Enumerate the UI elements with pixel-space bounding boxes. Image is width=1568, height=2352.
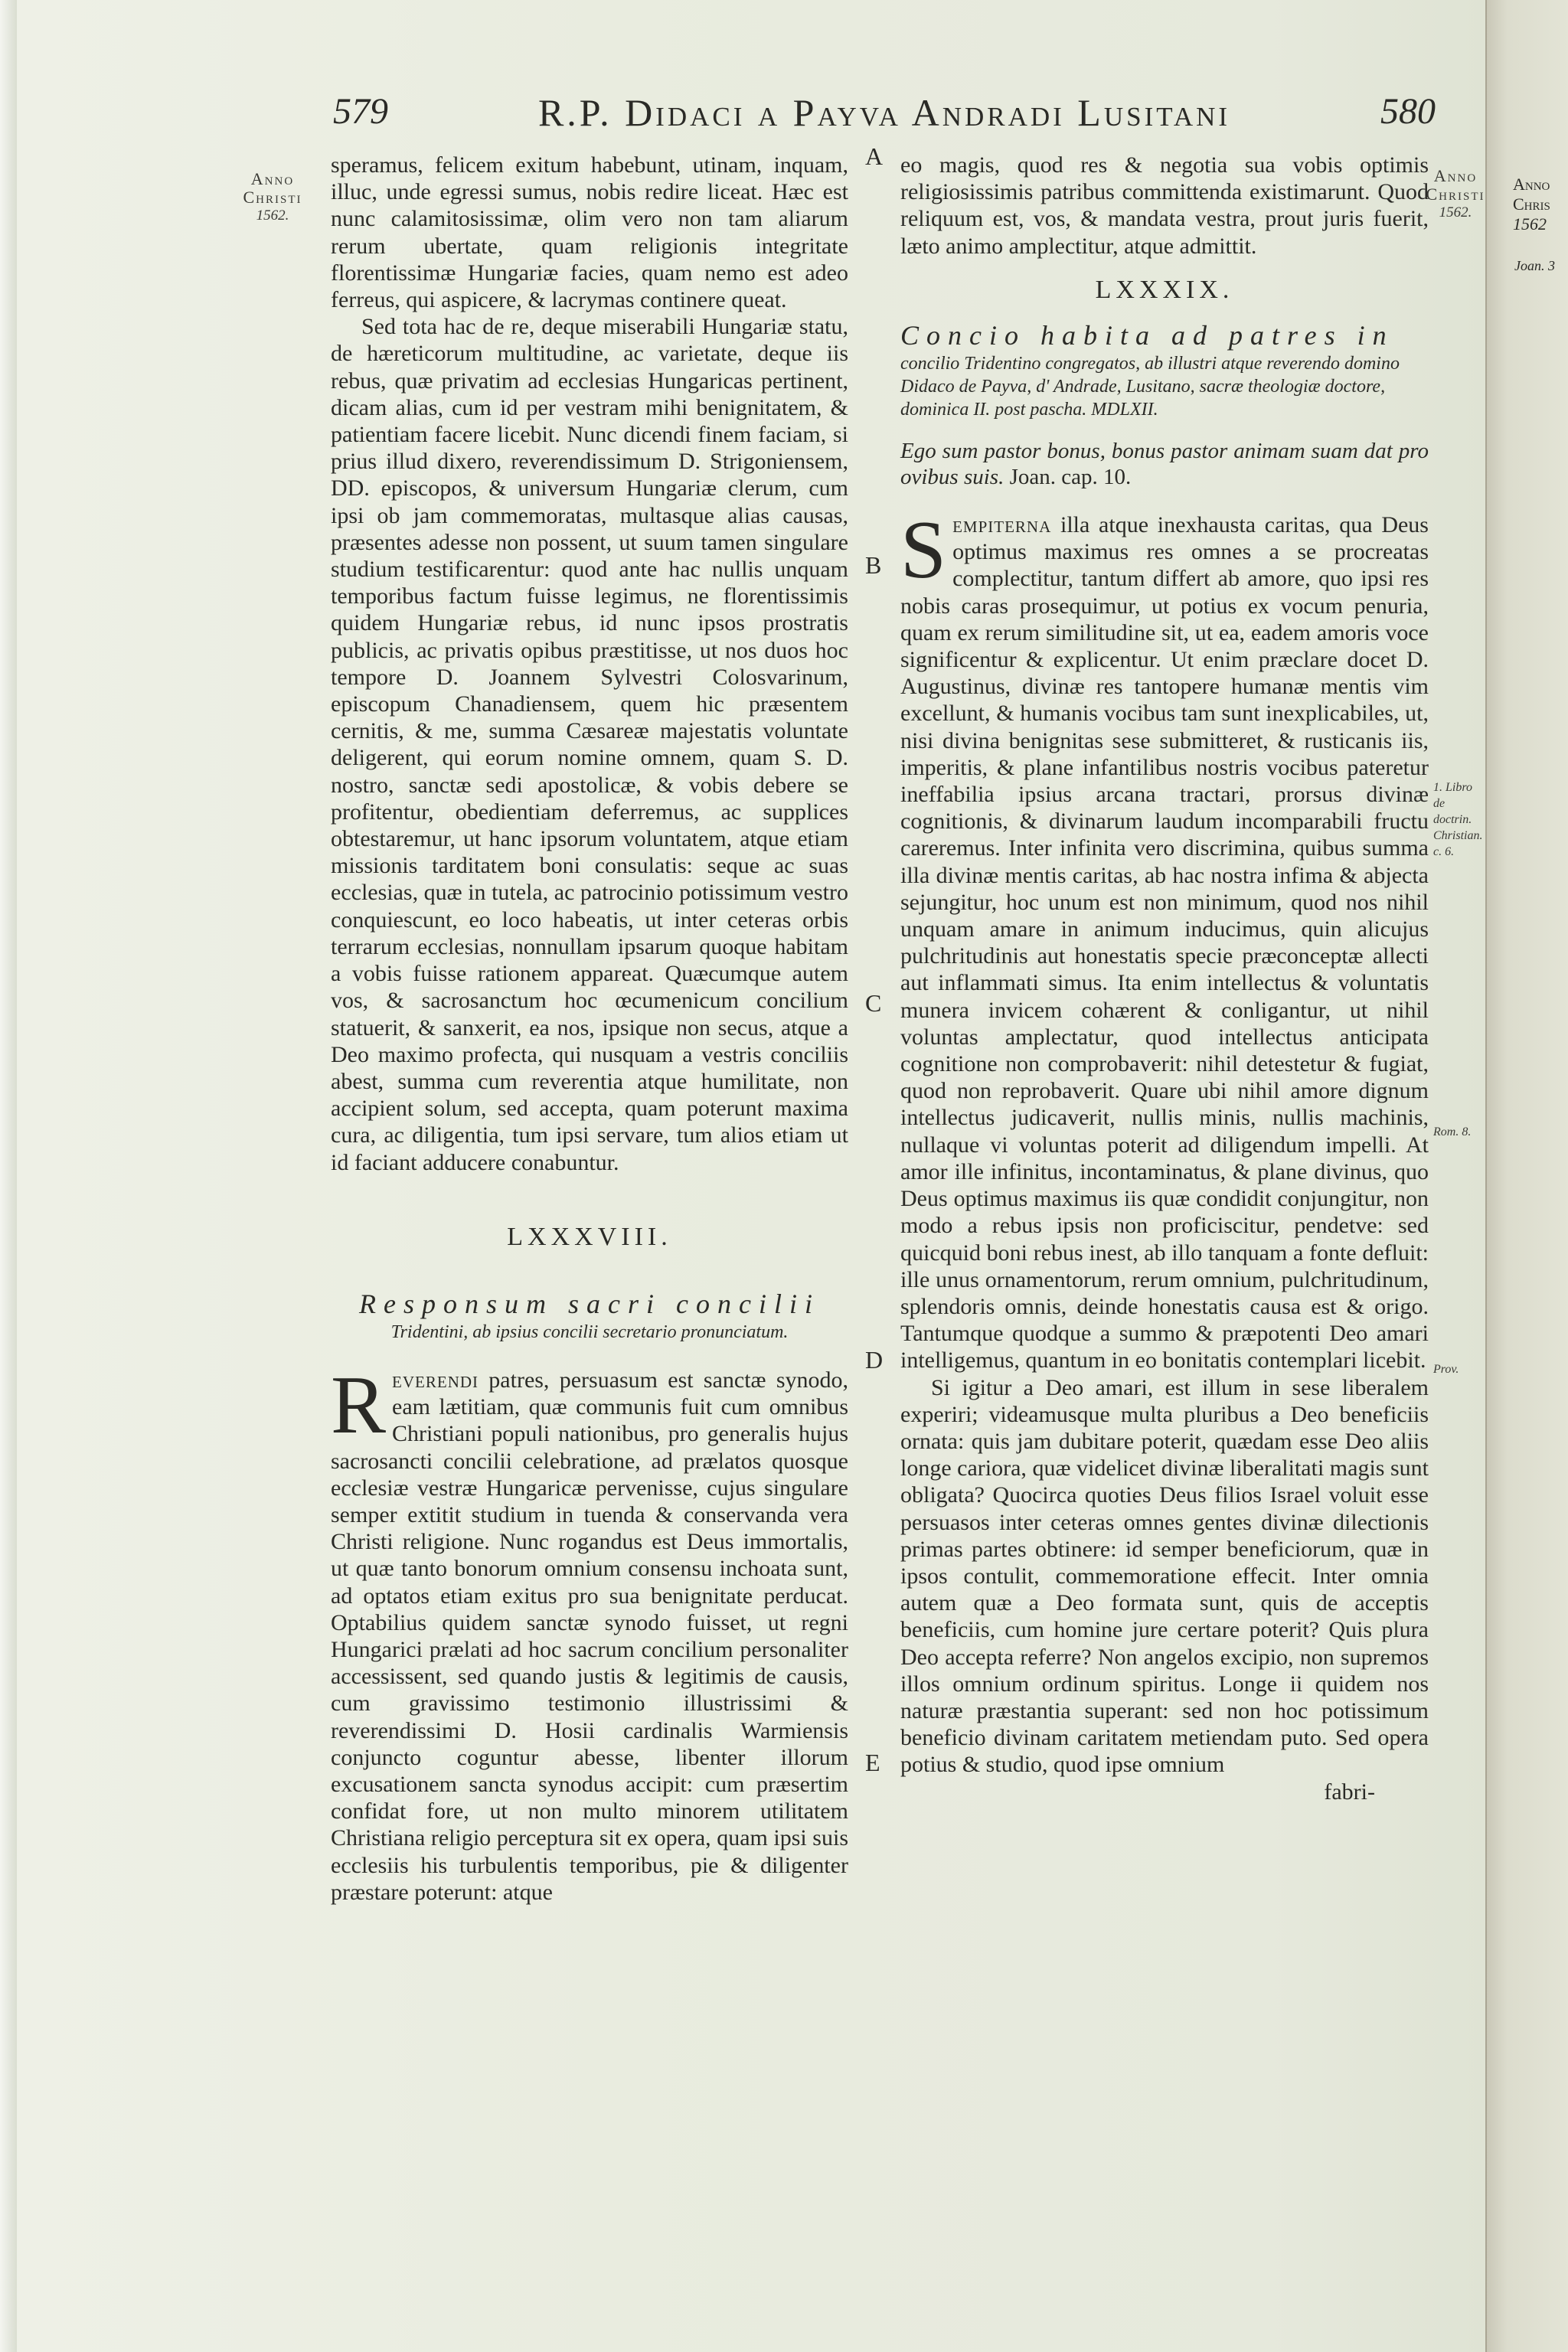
page-edge bbox=[0, 0, 17, 2352]
paragraph: Reverendi patres, persuasum est sanctæ synodo, eam lætitiam, quæ communis fuit cum omnibus Christiani populi nationibus, pro generalis hujus sacrosancti concilii celebratione, ad prælatos quosque ecclesiæ vestræ Hungaricæ pervenisse, cujus singulare semper extitit studium in tuenda & conservanda vera Christi religione. Nunc rogandus est Deus immortalis, ut quæ tanto bonorum omnium consensu inchoata sunt, ad optatos etiam exitus pro sua benignitate perducat. Optabilius quidem sanctæ synodo fuisset, ut regni Hungarici prælati ad hoc sacrum concilium personaliter accessissent, sed quando justis & legitimis de causis, cum gravissimo testimonio illustrissimi & reverendissimi D. Hosii cardinalis Warmiensis conjuncto coguntur abesse, libenter illorum excusationem sancta synodus accipit: cum præsertim confidat fore, ut non multo minorem utilitatem Christiana religio perceptura sit ex opera, quam ipsi suis ecclesiis his turbulentis temporibus, pie & diligenter præstare poterunt: atque bbox=[331, 1359, 848, 1905]
section-letter-c: C bbox=[865, 989, 882, 1017]
paragraph: Sed tota hac de re, deque miserabili Hungariæ statu, de hæreticorum multitudine, ac varietate, deque iis rebus, quæ privatim ad ecclesias Hungaricas pertinent, dicam alias, cum id per vestram mihi benignitatem, & patientiam facere licebit. Nunc dicendi finem faciam, si prius illud dixero, reverendissimum D. Strigoniensem, DD. episcopos, & universum Hungariæ clerum, cum ipsi ob jam commemoratas, multasque alias causas, præsentes adesse non possent, ut suum tamen singulare studium testificarentur: quod ante hac nullis unquam temporibus factum fuisse legimus, ne florentissimis quidem Hungariæ rebus, id nunc ipsos prostratis publicis, ac privatis opibus præstitisse, ut nos duos hoc tempore D. Joannem Sylvestri Colosvarinum, episcopum Chanadiensem, quem hic præsentem cernitis, & me, summa Cæsareæ majestatis voluntate deligerent, qui eorum nomine omnem, quam S. D. nostro, sanctæ sedi apostolicæ, & vobis debere se profitentur, obedientiam deferremus, ac supplices obtestaremur, ut hanc ipsorum voluntatem, atque etiam missionis tarditatem boni consulatis: seque ac suas ecclesias, quæ in tutela, ac patrocinio potissimum vestro conquiescunt, eo loco habeatis, ut inter ceteras orbis terrarum ecclesias, nonnullam ipsarum quoque habitam a vobis fuisse rationem appareat. Quæcumque autem vos, & sacrosanctum hoc œcumenicum concilium statuerit, & sanxerit, ea nos, ipsique non secus, atque a Deo maximo profecta, qui nusquam a vestris conciliis abest, summa cum reverentia atque humilitate, non accipient solum, sed accepta, quam poterunt maxima cura, ac diligentia, tum ipsi servare, tum alios etiam ut id faciant adducere conabuntur. bbox=[331, 314, 848, 1175]
paragraph: Si igitur a Deo amari, est illum in sese liberalem experiri; videamusque multa pluribus a Deo beneficiis ornata: quis jam dubitare poterit, quædam esse Deo aliis longe cariora, quæ videlicet divinæ liberalitati magis sunt obligata? Quocirca quoties Deus filios Israel voluit esse persuasos inter ceteras omnes gentes divinæ dilectionis primas partes obtinere: id semper beneficiorum, quæ in ipsos contulit, commemoratione effecit. Inter omnia autem quæ a Deo formata sunt, quis de acceptis beneficiis, cum homine jure certare poterit? Quis plura Deo accepta referre? Non angelos excipio, non supremos illos omnium ordinum spiritus. Longe ii quidem nos naturæ præstantia superant: sed non hoc potissimum beneficio divinam caritatem metiendam puto. Sed opera potius & studio, quod ipse omnium bbox=[900, 1374, 1429, 1778]
margin-year-left: Anno Christi 1562. bbox=[243, 169, 302, 224]
heading-caps: Concio habita ad patres in bbox=[900, 320, 1394, 351]
section-letter-d: D bbox=[865, 1346, 884, 1374]
margin-year-right: Anno Christi 1562. bbox=[1426, 166, 1485, 220]
paragraph: Sempiterna illa atque inexhausta caritas, qua Deus optimus maximus res omnes a se procreatas complectitur, tantum differt ab amore, quo ipsi res nobis caras prosequimur, ut potius ex vocum penuria, quam ex rerum similitudine sit, ut ea, eadem amoris voce significentur & explicentur. Ut enim præclare docet D. Augustinus, divinæ res tantopere humanæ mentis vim excellunt, & humanis vocibus tam sunt inexplicabiles, ut, nisi divina benignitas sese submitteret, & rusticanis iis, imperitis, & plane infantilibus nostris vocibus pateretur ineffabilia ipsius arcana tractari, prorsus divinæ cognitionis, & divinarum laudum incomparabili fructu careremus. Inter infinita vero discrimina, quibus summa illa divinæ mentis caritas, ab hac nostra infima & abjecta sejungitur, hoc unum est non minimum, quod nos nihil unquam amare in animum inducimus, quin alicujus pulchritudinis aut honestatis specie præconceptæ allecti aut inflammati simus. Ita enim intellectus & voluntatis munera invicem cohærent & conligantur, ut nihil voluntas amplectatur, quod intellectus anticipata cognitione non comprobaverit: nihil detestetur & fugiat, quod non reprobaverit. Quare ubi nihil amore dignum intellectus judicaverit, nullis minis, nullis machinis, nullaque vi voluntas poterit ad diligendum impelli. At amor ille infinitus, incontaminatus, & plane divinus, quo Deus optimus maximus iis quæ condidit conjungitur, non modo a rebus ipsis non proficiscitur, pendetve: sed quicquid boni rebus inest, ab illo tanquam a fonte defluit: ille unus ornamentorum, rerum omnium, pulchritudinum, splendoris omnis, deinde honestatis causa est & origo. Tantumque quodque a summo & præpotenti Deo amari intelligemus, quantum in eo bonitatis contemplari licebit. bbox=[900, 505, 1429, 1374]
section-heading bbox=[331, 1287, 848, 1344]
heading-caps: Responsum sacri concilii bbox=[359, 1288, 820, 1319]
heading-subtitle: Tridentini, ab ipsius concilii secretario pronunciatum. bbox=[390, 1321, 789, 1342]
page-number-left: 579 bbox=[333, 91, 388, 132]
section-letter-e: E bbox=[865, 1749, 880, 1776]
drop-cap: S bbox=[900, 505, 947, 596]
section-number: LXXXIX. bbox=[1095, 275, 1234, 304]
side-note-augustine: 1. Libro de doctrin. Christian. c. 6. bbox=[1433, 781, 1483, 858]
section-letter-b: B bbox=[865, 551, 882, 579]
side-note-rom: Rom. 8. bbox=[1433, 1125, 1472, 1138]
left-column bbox=[331, 152, 848, 1906]
running-head bbox=[329, 90, 1439, 152]
next-page-edge bbox=[1485, 0, 1568, 2352]
drop-cap: R bbox=[331, 1359, 387, 1451]
heading-subtitle: concilio Tridentino congregatos, ab illustri atque reverendo domino Didaco de Payva, d' Andrade, Lusitano, sacræ theologiæ doctore, dominica II. post pascha. MDLXII. bbox=[900, 354, 1400, 420]
right-column bbox=[900, 152, 1429, 1805]
side-note-prov: Prov. bbox=[1433, 1363, 1459, 1376]
page-number-right: 580 bbox=[1380, 91, 1436, 132]
page-title: R.P. Didaci a Payva Andradi Lusitani bbox=[537, 91, 1231, 134]
section-letter-a: A bbox=[865, 142, 884, 170]
section-number: LXXXVIII. bbox=[507, 1222, 672, 1251]
next-page-note: Joan. 3 bbox=[1514, 258, 1555, 273]
section-heading bbox=[900, 318, 1429, 421]
catchword: fabri- bbox=[1324, 1779, 1375, 1805]
paragraph: speramus, felicem exitum habebunt, utinam, inquam, illuc, unde egressi sumus, nobis redire liceat. Hæc est nunc calamitosissimæ, olim vero non tam aliarum rerum ubertate, quam religionis integritate florentissimæ Hungariæ facies, quam nemo est adeo ferreus, qui aspicere, & lacrymas continere queat. bbox=[331, 152, 848, 313]
epigraph: Ego sum pastor bonus, bonus pastor animam suam dat pro ovibus suis. Joan. cap. 10. bbox=[900, 439, 1429, 490]
next-page-year: Anno Chris 1562 bbox=[1513, 175, 1550, 234]
paragraph: eo magis, quod res & negotia sua vobis optimis religiosissimis patribus committenda existimarunt. Quod reliquum est, vos, & mandata vestra, prout juris fuerit, læto animo amplectitur, atque admittit. bbox=[900, 152, 1429, 259]
